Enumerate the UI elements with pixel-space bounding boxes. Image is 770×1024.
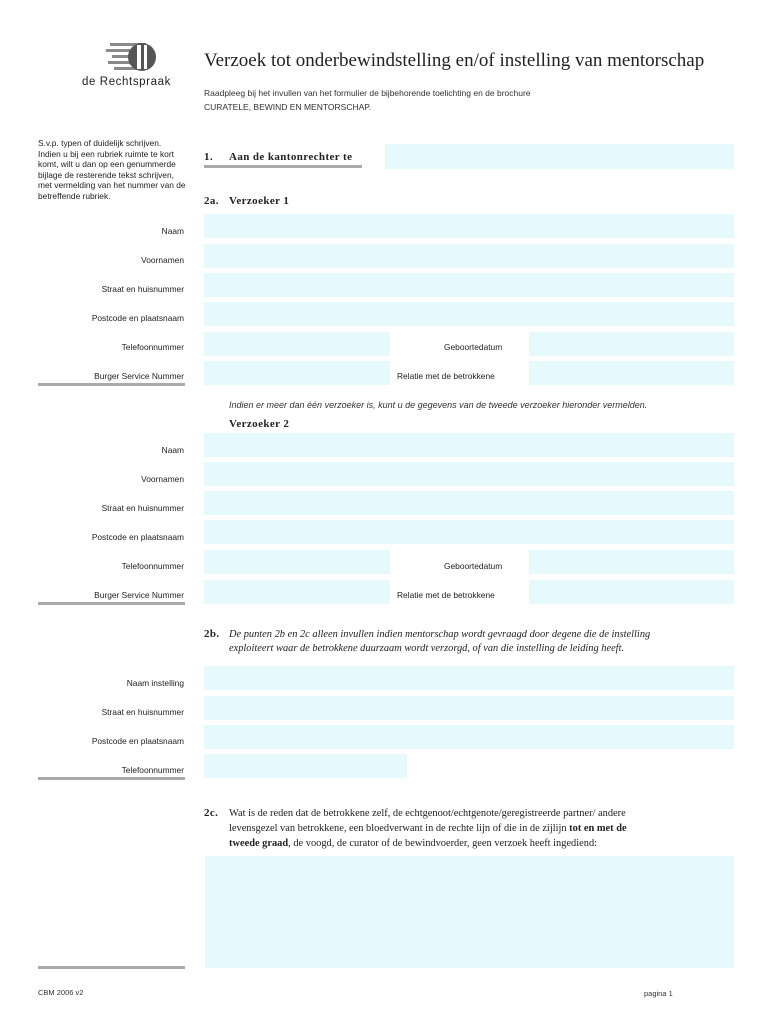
verzoeker-2-heading: Verzoeker 2	[229, 418, 290, 430]
v1-naam-label: Naam	[161, 226, 184, 236]
v2-voornamen-label: Voornamen	[141, 474, 184, 484]
v2-relatie-label: Relatie met de betrokkene	[397, 590, 495, 600]
intro-line-1: Raadpleeg bij het invullen van het formulier de bijbehorende toelichting en de brochure	[204, 88, 531, 98]
inst-straat-input[interactable]	[204, 696, 734, 720]
v2-naam-input[interactable]	[204, 433, 734, 457]
v1-telefoon-input[interactable]	[204, 332, 390, 356]
v2-divider	[38, 602, 185, 605]
v2-voornamen-input[interactable]	[204, 462, 734, 486]
v2-postcode-input[interactable]	[204, 520, 734, 544]
section-1-number: 1.	[204, 151, 214, 163]
kantonrechter-input[interactable]	[385, 144, 734, 169]
v2-postcode-label: Postcode en plaatsnaam	[91, 532, 184, 542]
section-2b-text-line-1: De punten 2b en 2c alleen invullen indien mentorschap wordt gevraagd door degene die de instelling	[229, 629, 651, 640]
v2-relatie-input[interactable]	[529, 580, 734, 604]
v2-telefoon-input[interactable]	[204, 550, 390, 574]
v1-straat-label: Straat en huisnummer	[101, 284, 184, 294]
v1-postcode-label: Postcode en plaatsnaam	[91, 313, 184, 323]
v1-naam-input[interactable]	[204, 214, 734, 238]
inst-naam-label: Naam instelling	[126, 678, 184, 688]
rechtspraak-logo-icon	[106, 41, 160, 73]
v2-geboortedatum-input[interactable]	[529, 550, 734, 574]
inst-divider	[38, 777, 185, 780]
section-2c-line-2-text: levensgezel van betrokkene, een bloedverwant in de rechte lijn of die in de zijlijn	[229, 823, 570, 834]
v1-telefoon-label: Telefoonnummer	[121, 342, 184, 352]
section-2c-line-2	[229, 821, 627, 836]
inst-telefoon-label: Telefoonnummer	[121, 765, 184, 775]
section-2a-number: 2a.	[204, 195, 219, 207]
logo-text: de Rechtspraak	[82, 76, 171, 88]
v2-geboortedatum-label: Geboortedatum	[444, 561, 503, 571]
v1-bsn-label: Burger Service Nummer	[94, 371, 184, 381]
section-2b-number: 2b.	[204, 628, 220, 640]
section-2c-line-3	[229, 836, 597, 851]
v1-voornamen-input[interactable]	[204, 244, 734, 268]
v1-postcode-input[interactable]	[204, 302, 734, 326]
v1-geboortedatum-label: Geboortedatum	[444, 342, 503, 352]
section-2a-heading: Verzoeker 1	[229, 195, 290, 207]
v2-straat-label: Straat en huisnummer	[101, 503, 184, 513]
side-instruction-note: S.v.p. typen of duidelijk schrijven. Indien u bij een rubriek ruimte te kort komt, wilt u dan op een genummerde bijlage de resterende tekst schrijven, met vermelding van het nummer van de betreffende rubriek.	[38, 138, 186, 201]
page-title: Verzoek tot onderbewindstelling en/of instelling van mentorschap	[204, 50, 705, 71]
section-2c-line-1: Wat is de reden dat de betrokkene zelf, de echtgenoot/echtgenote/geregistreerde partner/ andere	[229, 808, 626, 819]
section-1-label: Aan de kantonrechter te	[229, 151, 353, 163]
reason-divider	[38, 966, 185, 969]
intro-line-2: CURATELE, BEWIND EN MENTORSCHAP.	[204, 102, 372, 112]
inst-straat-label: Straat en huisnummer	[101, 707, 184, 717]
v1-relatie-label: Relatie met de betrokkene	[397, 371, 495, 381]
reason-textarea[interactable]	[205, 856, 734, 968]
section-2c-line-2-bold: tot en met de	[569, 823, 627, 834]
v1-divider	[38, 383, 185, 386]
v1-relatie-input[interactable]	[529, 361, 734, 385]
v1-straat-input[interactable]	[204, 273, 734, 297]
v1-voornamen-label: Voornamen	[141, 255, 184, 265]
v2-straat-input[interactable]	[204, 491, 734, 515]
section-2c-line-3-bold: tweede graad	[229, 838, 289, 849]
second-requester-note: Indien er meer dan één verzoeker is, kunt u de gegevens van de tweede verzoeker hieronder vermelden.	[229, 400, 648, 410]
section-2c-number: 2c.	[204, 807, 219, 819]
v1-bsn-input[interactable]	[204, 361, 390, 385]
v2-bsn-label: Burger Service Nummer	[94, 590, 184, 600]
v2-naam-label: Naam	[161, 445, 184, 455]
inst-naam-input[interactable]	[204, 666, 734, 690]
v2-bsn-input[interactable]	[204, 580, 390, 604]
v2-telefoon-label: Telefoonnummer	[121, 561, 184, 571]
section-2b-text-line-2: exploiteert waar de betrokkene duurzaam wordt verzorgd, of van die instelling de leiding heeft.	[229, 643, 625, 654]
section-2c-line-3-text: , de voogd, de curator of de bewindvoerder, geen verzoek heeft ingediend:	[288, 838, 598, 849]
inst-postcode-input[interactable]	[204, 725, 734, 749]
v1-geboortedatum-input[interactable]	[529, 332, 734, 356]
inst-postcode-label: Postcode en plaatsnaam	[91, 736, 184, 746]
section-1-underline	[204, 165, 362, 168]
page-number: pagina 1	[644, 989, 673, 998]
form-code: CBM 2006 v2	[38, 988, 84, 997]
inst-telefoon-input[interactable]	[204, 754, 407, 778]
